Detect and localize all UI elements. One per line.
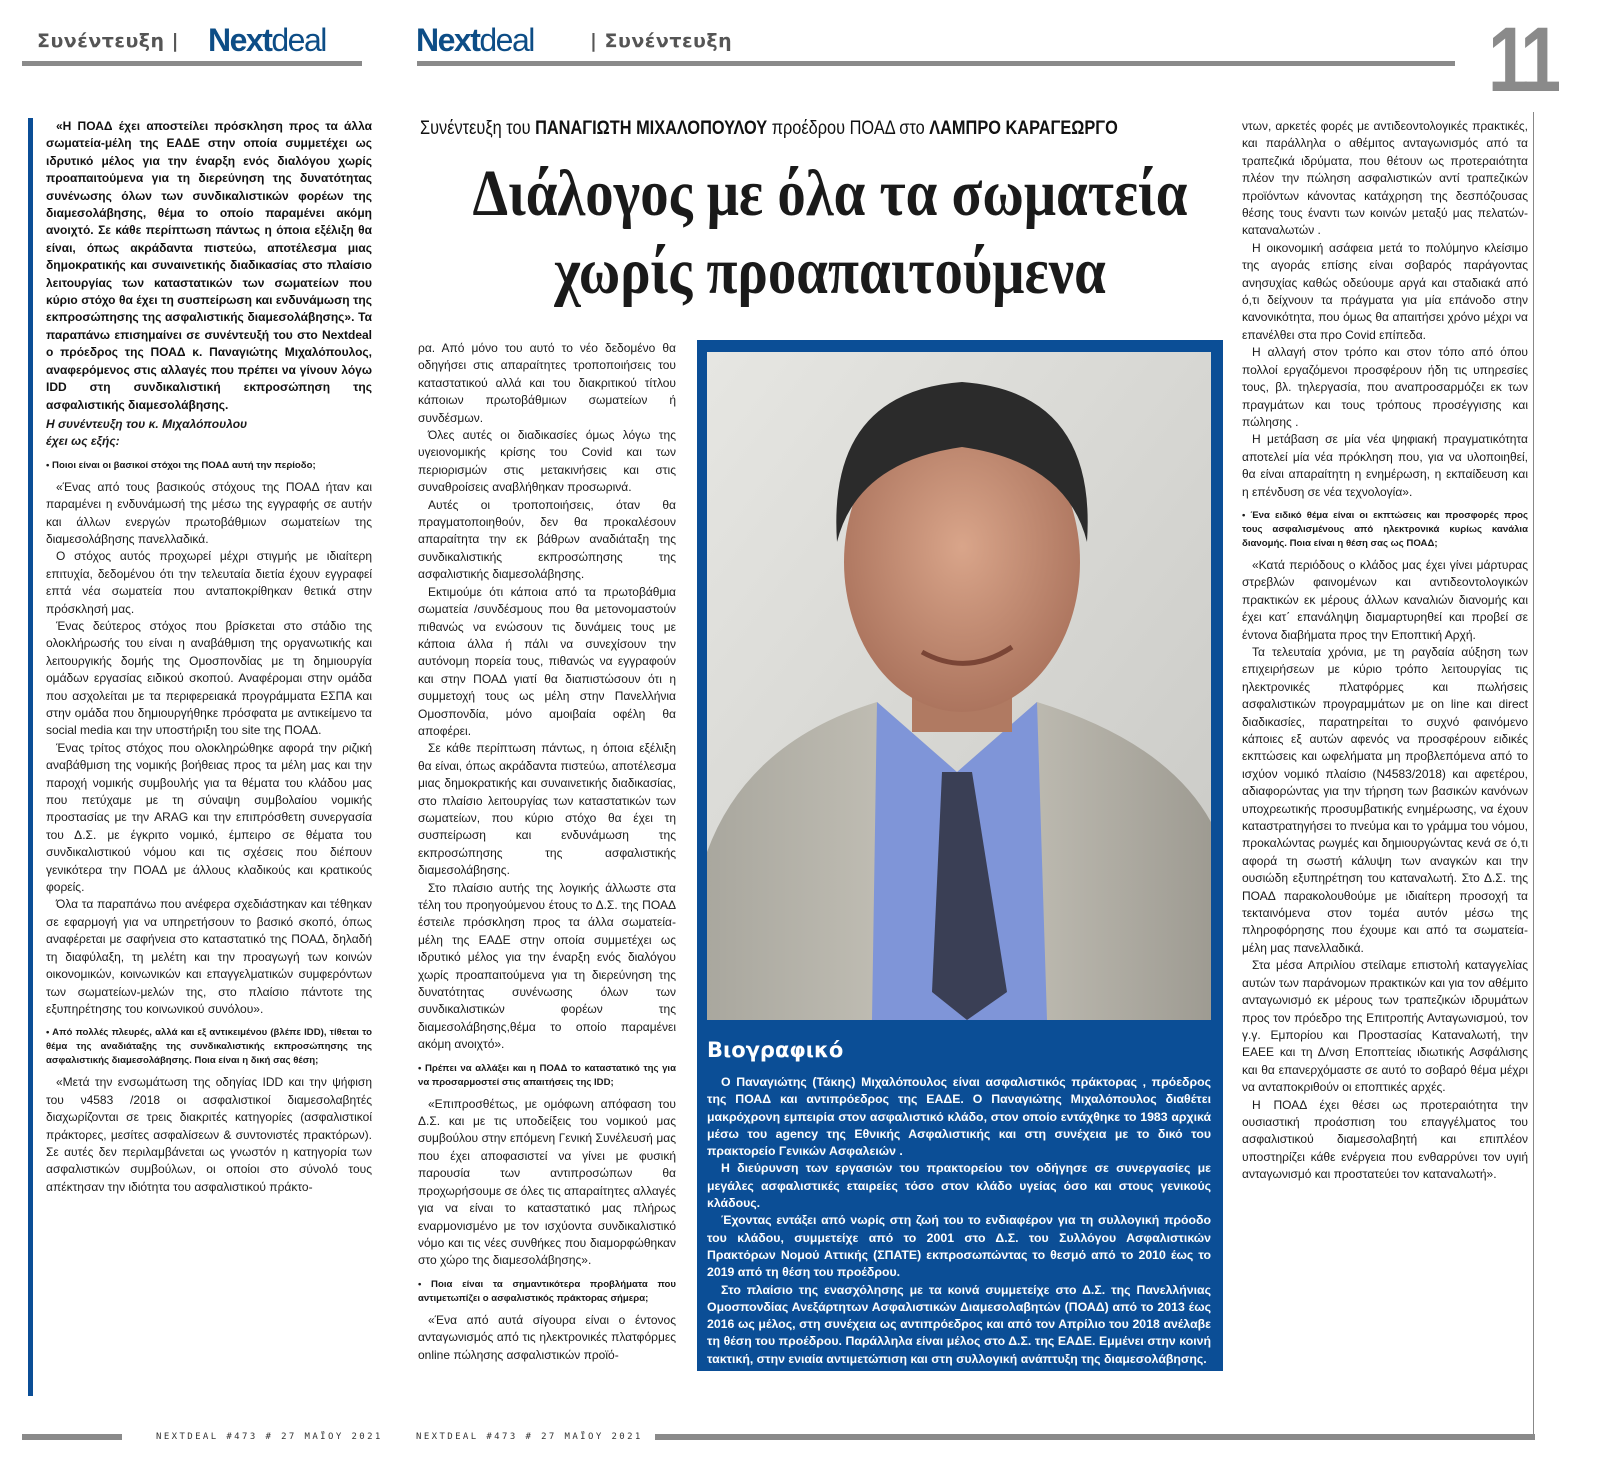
footer-rule-left (22, 1434, 122, 1440)
left-accent-bar (28, 118, 33, 1396)
bio-paragraph: Στο πλαίσιο της ενασχόλησης με τα κοινά συμμετείχε στο Δ.Σ. της Πανελλήνιας Ομοσπονδίας Ανεξάρτητων Ασφαλιστικών Διαμεσολαβητών (ΠΟΑΔ) από το 2013 έως 2016 ως μέλος, στη συνέχεια ως αντιπρόεδρος και από τον Απρίλιο του 2018 ανέλαβε τη θέση του προέδρου. Παράλληλα είναι μέλος στο Δ.Σ. της ΕΑΔΕ. Εμμένει στην κοινή τακτική, στην ενιαία αντιμετώπιση και στη συλλογική ανάπτυξη της διαμεσολάβησης. (707, 1282, 1211, 1366)
header-rule-left (22, 61, 362, 66)
answer-paragraph: «Ένας από τους βασικούς στόχους της ΠΟΑΔ ήταν και παραμένει η ενδυνάμωσή της μέσω της εγγραφής σε αυτήν και άλλων ενεργών πρωτοβάθμιων σωματείων της διαμεσολάβησης πανελλαδικά. (46, 479, 372, 546)
question: • Ποια είναι τα σημαντικότερα προβλήματα που αντιμετωπίζει ο ασφαλιστικός πράκτορας σήμερα; (418, 1278, 676, 1304)
answer-paragraph: Ένας δεύτερος στόχος που βρίσκεται στο στάδιο της ολοκλήρωσής του είναι η αναβάθμιση της οργανωτικής και λειτουργικής δομής της Ομοσπονδίας με τη δημιουργία ομάδων εργασίας ειδικού σκοπού. Αναφέρομαι στην ομάδα που ασχολείται με τα περιφερειακά προγράμματα ΕΣΠΑ και στην ομάδα που δημιουργήθηκε πρόσφατα με αντικείμενο τα social media και την υποστήριξη του site της ΠΟΑΔ. (46, 618, 372, 738)
answer-paragraph: Στα μέσα Απριλίου στείλαμε επιστολή καταγγελίας αυτών των παράνομων πρακτικών και για τον αθέμιτο ανταγωνισμό εκ μέρους των τραπεζικών ιδρυμάτων προς τον πρόεδρο της Επιτροπής Ανταγωνισμού, τον γ.γ. Εμπορίου και Προστασίας Καταναλωτή, την ΕΑΕΕ και τη Δ/νση Εποπτείας ιδιωτικής Ασφάλισης και θα επανερχόμαστε σε αυτό το σοβαρό θέμα μέχρι να ανταποκριθούν οι εποπτικές αρχές. (1242, 958, 1528, 1095)
answer-paragraph: «Επιπροσθέτως, με ομόφωνη απόφαση του Δ.Σ. και με τις υποδείξεις του νομικού μας συμβούλου στην επόμενη Γενική Συνέλευσή μας που έχει αποφασιστεί να γίνει με φυσική παρουσία των αντιπροσώπων θα προχωρήσουμε σε όλες τις απαραίτητες αλλαγές για να είναι το καταστατικό μας πλήρως εναρμονισμένο με τον ισχύοντα συνδικαλιστικό νόμο και τις νέες συνθήκες που διαμορφώθηκαν στο χώρο της διαμεσολάβησης». (418, 1096, 676, 1268)
middle-column (418, 340, 676, 1364)
bio-paragraph: Έχοντας εντάξει από νωρίς στη ζωή του το ενδιαφέρον για τη συλλογική πρόοδο του κλάδου, συμμετείχε από το 2001 στο Δ.Σ. του Συλλόγου Ασφαλιστικών Πρακτόρων Νομού Αττικής (ΣΠΑΤΕ) εκπροσωπώντας το θεσμό από το 2010 έως το 2019 από τη θέση του προέδρου. (707, 1213, 1211, 1280)
answer-paragraph: «Κατά περιόδους ο κλάδος μας έχει γίνει μάρτυρας στρεβλών φαινομένων και αντιδεοντολογικών πρακτικών εκ μέρους άλλων καναλιών διανομής και έχει κατ΄ επανάληψη διαμαρτυρηθεί και προβεί σε έντονα διαβήματα προς την Εποπτική Αρχή. (1242, 557, 1528, 642)
answer-paragraph: Η αλλαγή στον τρόπο και στον τόπο από όπου πολλοί εργαζόμενοι προσφέρουν ήδη τις υπηρεσίες τους, βλ. τηλεργασία, που αναπροσαρμόζει εκ των πραγμάτων και τους τρόπους προσέγγισης και πώλησης . (1242, 345, 1528, 429)
section-label-right: | Συνέντευξη (590, 30, 733, 52)
footer-rule-right (655, 1434, 1535, 1440)
bio-paragraph: Η διεύρυνση των εργασιών του πρακτορείου τον οδήγησε σε συνεργασίες με μεγάλες ασφαλιστικές εταιρείες τόσο στον κλάδο υγείας όσο και στους γενικούς κλάδους. (707, 1161, 1211, 1211)
section-label-left: Συνέντευξη | (37, 30, 180, 52)
right-column (1242, 118, 1528, 1184)
question: • Ποιοι είναι οι βασικοί στόχοι της ΠΟΑΔ αυτή την περίοδο; (46, 459, 316, 471)
answer-paragraph: Αυτές οι τροποποιήσεις, όταν θα πραγματοποιηθούν, δεν θα προκαλέσουν απαραίτητα την εκ βάθρων αναδιάταξη της συνδικαλιστικής εκπροσώπησης της ασφαλιστικής διαμεσολάβησης. (418, 497, 676, 582)
kicker-interviewee: ΠΑΝΑΓΙΩΤΗ ΜΙΧΑΛΟΠΟΥΛΟΥ (535, 118, 768, 139)
kicker-mid: προέδρου ΠΟΑΔ στο (771, 118, 925, 139)
answer-paragraph: Ο στόχος αυτός προχωρεί μέχρι στιγμής με ιδιαίτερη επιτυχία, δεδομένου ότι την τελευταία διετία έχουν εγγραφεί επτά νέα σωματεία που ανταποκρίθηκαν θετικά στην πρόσκλησή μας. (46, 549, 372, 616)
bio-box (697, 340, 1223, 1371)
answer-paragraph: Όλες αυτές οι διαδικασίες όμως λόγω της υγειονομικής κρίσης του Covid και των περιορισμών στις μετακινήσεις και στις συναθροίσεις αναβλήθηκαν προσωρινά. (418, 428, 676, 495)
lead-paragraph: «Η ΠΟΑΔ έχει αποστείλει πρόσκληση προς τα άλλα σωματεία-μέλη της ΕΑΔΕ στην οποία συμμετέχει ως ιδρυτικό μέλος για την έναρξη ενός διαλόγου χωρίς προαπαιτούμενα για τη διερεύνηση της δυνατότητας συνένωσης όλων των συνδικαλιστικών φορέων της διαμεσολάβησης, θέμα το οποίο παραμένει ακόμη ανοιχτό. Σε κάθε περίπτωση πάντως η όποια εξέλιξη θα είναι, όπως ακράδαντα πιστεύω, αποτέλεσμα μιας δημοκρατικής και συναινετικής διαδικασίας στο πλαίσιο λειτουργίας των καταστατικών των σωματείων που κύριο στόχο θα έχει τη συσπείρωση και ενδυνάμωση της εκπροσώπησης της ασφαλιστικής διαμεσολάβησης». Τα παραπάνω επισημαίνει σε συνέντευξή του στο Nextdeal ο πρόεδρος της ΠΟΑΔ κ. Παναγιώτης Μιχαλόπουλος, αναφερόμενος στις αλλαγές που πρέπει να γίνουν λόγω IDD στη συνδικαλιστική εκπροσώπηση της ασφαλιστικής διαμεσολάβησης. (46, 119, 372, 412)
page-number: 11 (1488, 9, 1557, 111)
question: • Πρέπει να αλλάξει και η ΠΟΑΔ το καταστατικό της για να προσαρμοστεί στις απαιτήσεις της IDD; (418, 1062, 676, 1088)
bio-title: Βιογραφικό (707, 1038, 844, 1062)
answer-paragraph: ντων, αρκετές φορές με αντιδεοντολογικές πρακτικές, και παράλληλα ο αθέμιτος ανταγωνισμός από τα τραπεζικά ιδρύματα, που θέτουν ως προτεραιότητα πλέον την πώληση ασφαλιστικών αντί τραπεζικών προϊόντων κάνοντας κατάχρηση της δεσπόζουσας θέσης τους έναντι των κοινών μεταξύ μας πελατών-καταναλωτών . (1242, 119, 1528, 238)
answer-paragraph: ρα. Από μόνο του αυτό το νέο δεδομένο θα οδηγήσει στις απαραίτητες τροποποιήσεις του καταστατικού αλλά και του διακριτικού τίτλου κάποιων πρωτοβάθμιων σωματείων ή συνδέσμων. (418, 341, 676, 425)
answer-paragraph: «Ένα από αυτά σίγουρα είναι ο έντονος ανταγωνισμός από τις ηλεκτρονικές πλατφόρμες online πώλησης ασφαλιστικών προϊό- (418, 1312, 676, 1362)
header-rule-right (417, 61, 1455, 66)
answer-paragraph: «Μετά την ενσωμάτωση της οδηγίας IDD και την ψήφιση του ν4583 /2018 οι ασφαλιστικοί διαμεσολαβητές διαχωρίζονται σε τρεις διακριτές κατηγορίες (ασφαλιστικοί πράκτορες, μεσίτες ασφαλίσεων & συντονιστές πρακτόρων). Σε αυτές δεν περιλαμβάνεται ως γνωστόν η κατηγορία των ασφαλιστικών συμβούλων, οι οποίοι στο σύνολό τους απέκτησαν την ιδιότητα του ασφαλιστικού πράκτο- (46, 1075, 372, 1194)
logo-bold: Next (416, 22, 480, 58)
answer-paragraph: Εκτιμούμε ότι κάποια από τα πρωτοβάθμια σωματεία /συνδέσμους που θα μετονομαστούν πιθανώς να ενώσουν τις δυνάμεις τους με κάποια άλλα ή πάλι να συνεχίσουν την αυτόνομη πορεία τους, πιθανώς να εγγραφούν και στην ΠΟΑΔ γιατί θα διαπιστώσουν ότι η συμμετοχή τους ως μέλη στην Πανελλήνια Ομοσπονδία, μόνο αμοιβαία οφέλη θα αποφέρει. (418, 584, 676, 738)
portrait-image (707, 352, 1211, 1020)
answer-paragraph: Σε κάθε περίπτωση πάντως, η όποια εξέλιξη θα είναι, όπως ακράδαντα πιστεύω, αποτέλεσμα μιας δημοκρατικής και συναινετικής διαδικασίας, στο πλαίσιο λειτουργίας των καταστατικών των σωματείων, που κύριο στόχο θα έχει τη συσπείρωση και ενδυνάμωση της εκπροσώπησης της ασφαλιστικής διαμεσολάβησης. (418, 741, 676, 878)
kicker (420, 118, 1118, 140)
question: • Από πολλές πλευρές, αλλά και εξ αντικειμένου (βλέπε IDD), τίθεται το θέμα της αναδιάταξης της συνδικαλιστικής εκπροσώπησης της ασφαλιστικής διαμεσολάβησης. Ποια είναι η δική σας θέση; (46, 1027, 372, 1067)
nextdeal-logo-right (416, 22, 534, 59)
headline (400, 155, 1260, 311)
left-column (46, 118, 372, 1196)
byline-2: έχει ως εξής: (46, 434, 120, 449)
logo-bold: Next (208, 22, 272, 58)
logo-light: deal (479, 22, 534, 58)
answer-paragraph: Όλα τα παραπάνω που ανέφερα σχεδιάστηκαν και τέθηκαν σε εφαρμογή για να υπηρετήσουν το βασικό σκοπό, όπως αναφέρεται με σαφήνεια στο καταστατικό της ΠΟΑΔ, δηλαδή τη διαφύλαξη, τη μελέτη και την προαγωγή των κοινών οικονομικών, κοινωνικών και επαγγελματικών συμφερόντων των σωματείων-μελών της, στο πλαίσιο πάντοτε της εξυπηρέτησης του κοινωνικού συνόλου». (46, 897, 372, 1016)
answer-paragraph: Η ΠΟΑΔ έχει θέσει ως προτεραιότητα την ουσιαστική προάσπιση του επαγγέλματος του ασφαλιστικού διαμεσολαβητή και επιπλέον υποστηρίζει κάθε ενέργεια που ενθαρρύνει τον υγιή ανταγωνισμό και προστατεύει τον καταναλωτή». (1242, 1097, 1528, 1182)
footer-issue-left: NEXTDEAL #473 # 27 ΜΑΪΟΥ 2021 (156, 1432, 383, 1442)
kicker-pre: Συνέντευξη του (420, 118, 531, 139)
bio-text (707, 1074, 1211, 1368)
answer-paragraph: Στο πλαίσιο αυτής της λογικής άλλωστε στα τέλη του προηγούμενου έτους το Δ.Σ. της ΠΟΑΔ έστειλε πρόσκληση προς τα άλλα σωματεία-μέλη της ΕΑΔΕ στην οποία συμμετέχει ως ιδρυτικό μέλος για την έναρξη ενός διαλόγου χωρίς προαπαιτούμενα για τη διερεύνηση της δυνατότητας συνένωσης όλων των συνδικαλιστικών φορέων της διαμεσολάβησης,θέμα το οποίο παραμένει ακόμη ανοιχτό». (418, 880, 676, 1052)
bio-paragraph: Ο Παναγιώτης (Τάκης) Μιχαλόπουλος είναι ασφαλιστικός πράκτορας , πρόεδρος της ΠΟΑΔ και αντιπρόεδρος της ΕΑΔΕ. Ο Παναγιώτης Μιχαλόπουλος διαθέτει μακρόχρονη εμπειρία στον ασφαλιστικό κλάδο, στον οποίο εντάχθηκε το 1983 αρχικά μέσω του agency της Εθνικής Ασφαλιστικής και στη συνέχεια με το δικό του πρακτορείο Γενικών Ασφαλειών . (707, 1075, 1211, 1159)
answer-paragraph: Η οικονομική ασάφεια μετά το πολύμηνο κλείσιμο της αγοράς επίσης είναι σοβαρός παράγοντας ανησυχίας καθώς οδεύουμε αργά και σταδιακά από ό,τι δείχνουν τα πράγματα για μία επάνοδο στην κανονικότητα, που όμως θα απαιτήσει χρόνο μέχρι να επανέλθει στα προ Covid επίπεδα. (1242, 240, 1528, 342)
logo-light: deal (271, 22, 326, 58)
byline: Η συνέντευξη του κ. Μιχαλόπουλου (46, 416, 248, 431)
answer-paragraph: Τα τελευταία χρόνια, με τη ραγδαία αύξηση των επιχειρήσεων με κύριο τρόπο λειτουργίας τις ηλεκτρονικές πλατφόρμες και πωλήσεις ασφαλιστικών προγραμμάτων με on line και direct διαδικασίες, παρατηρείται το συχνό φαινόμενο κάποιες εξ αυτών αφενός να προσφέρουν ειδικές εκπτώσεις και ωφελήματα μη προβλεπόμενα από το ισχύον νομικό πλαίσιο (Ν4583/2018) και αφετέρου, αδιαφορώντας για την τήρηση των βασικών κανόνων υποχρεωτικής προσυμβατικής ενημέρωσης, να έχουν καταστρατηγήσει το πνεύμα και το γράμμα του νόμου, προκαλώντας ρωγμές και δημιουργώντας κενά σε ό,τι αφορά τη σωστή κάλυψη των αναγκών και την ουσιώδη εξυπηρέτηση του καταναλωτή. Στο Δ.Σ. της ΠΟΑΔ παρακολουθούμε με ιδιαίτερη προσοχή τα τεκταινόμενα στον τομέα αυτόν μέσω της πληροφόρησης που έχουμε και από τα σωματεία-μέλη μας πανελλαδικά. (1242, 644, 1528, 955)
answer-paragraph: Η μετάβαση σε μία νέα ψηφιακή πραγματικότητα αποτελεί μία νέα πρόκληση που, για να υλοποιηθεί, θα είναι απαραίτητη η ενημέρωση, η εκπαίδευση και η επένδυση σε νέα τεχνολογία». (1242, 432, 1528, 499)
portrait-photo (707, 352, 1211, 1020)
nextdeal-logo-left (208, 22, 326, 59)
kicker-interviewer: ΛΑΜΠΡΟ ΚΑΡΑΓΕΩΡΓΟ (929, 118, 1118, 139)
headline-line-1: Διάλογος με όλα τα σωματεία (472, 157, 1188, 230)
answer-paragraph: Ένας τρίτος στόχος που ολοκληρώθηκε αφορά την ριζική αναβάθμιση της νομικής βοήθειας προς τα μέλη μας και την παροχή νομικής συμβουλής για τα θέματα του κλάδου μας που πετύχαμε με τη σύναψη συμβολαίου νομικής προστασίας με την ARAG και την επιπρόσθετη συνεργασία του Δ.Σ. με έγκριτο νομικό, έμπειρο σε θέματα του συνδικαλιστικού νόμου και τις σχέσεις που διέπουν γενικότερα την ΠΟΑΔ με άλλους κλαδικούς και κρατικούς φορείς. (46, 740, 372, 895)
question: • Ένα ειδικό θέμα είναι οι εκπτώσεις και προσφορές προς τους ασφαλισμένους από ηλεκτρονικά κυρίως κανάλια διανομής. Ποια είναι η θέση σας ως ΠΟΑΔ; (1242, 509, 1528, 549)
headline-line-2: χωρίς προαπαιτούμενα (554, 235, 1106, 308)
footer-issue-right: NEXTDEAL #473 # 27 ΜΑΪΟΥ 2021 (416, 1432, 643, 1442)
right-border-line (1533, 112, 1534, 1440)
